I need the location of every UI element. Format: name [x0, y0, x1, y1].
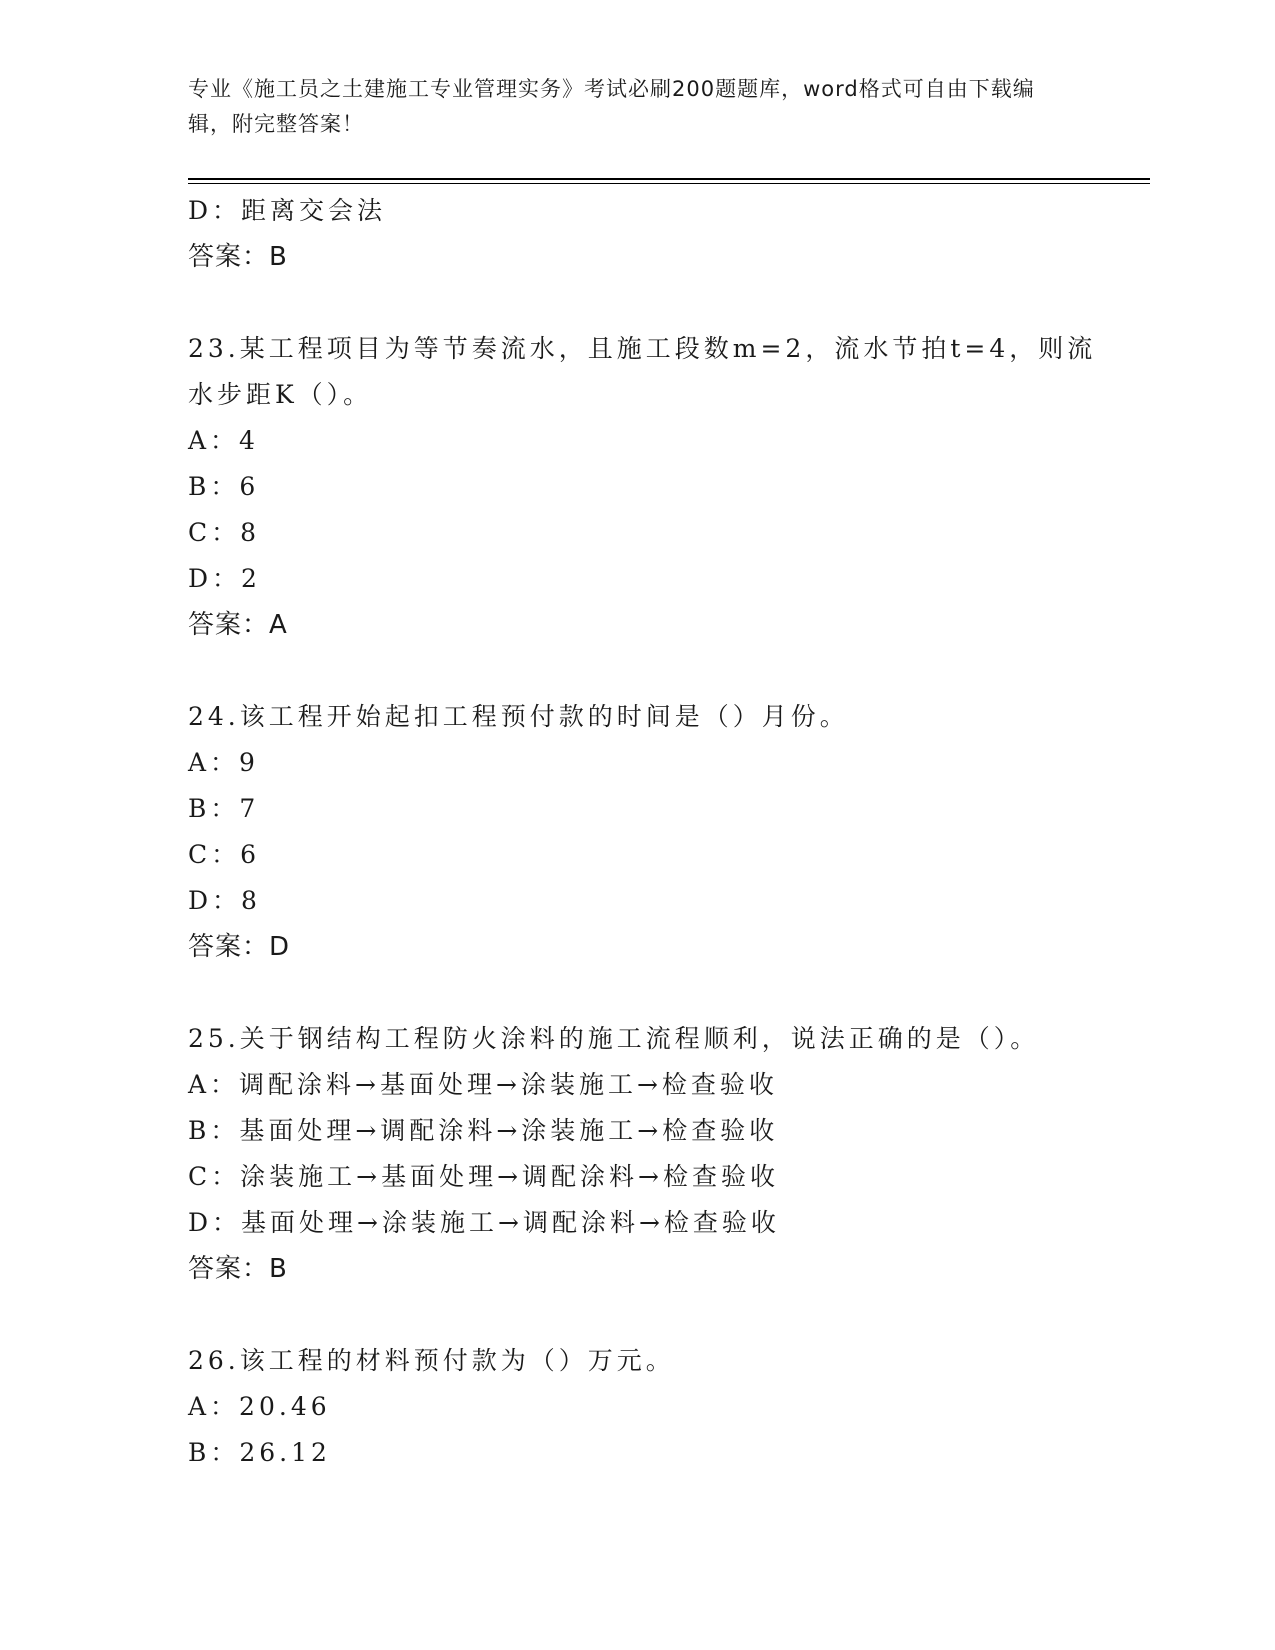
- q26-option-b: B：26.12: [188, 1438, 331, 1467]
- q23-answer: 答案：A: [188, 610, 288, 640]
- q23-option-b: B：6: [188, 472, 260, 501]
- q26-option-a: A：20.46: [188, 1392, 331, 1421]
- page-header: [188, 72, 1068, 142]
- q23-stem-line-1: 23.某工程项目为等节奏流水，且施工段数m=2，流水节拍t=4，则流: [188, 334, 1097, 363]
- q23-stem-line-2: 水步距K（）。: [188, 380, 373, 409]
- q23-option-a: A：4: [188, 426, 259, 455]
- q25-stem: 25.关于钢结构工程防火涂料的施工流程顺利，说法正确的是（）。: [188, 1024, 1040, 1053]
- q25-option-b: B：基面处理→调配涂料→涂装施工→检查验收: [188, 1116, 779, 1145]
- q23-option-c: C：8: [188, 518, 261, 547]
- q26-stem: 26.该工程的材料预付款为（）万元。: [188, 1346, 675, 1375]
- spacer: [188, 1292, 1088, 1338]
- q24-answer: 答案：D: [188, 932, 291, 962]
- question-list: [188, 188, 1097, 1476]
- q22-answer: 答案：B: [188, 242, 288, 272]
- q24-stem: 24.该工程开始起扣工程预付款的时间是（）月份。: [188, 702, 849, 731]
- q25-option-c: C：涂装施工→基面处理→调配涂料→检查验收: [188, 1162, 779, 1191]
- q25-answer: 答案：B: [188, 1254, 288, 1284]
- header-rule-thin: [188, 183, 1150, 184]
- header-rule-thick: [188, 178, 1150, 180]
- q24-option-a: A：9: [188, 748, 259, 777]
- q24-option-d: D：8: [188, 886, 261, 915]
- q25-option-d: D：基面处理→涂装施工→调配涂料→检查验收: [188, 1208, 780, 1237]
- q22-option-d: D：距离交会法: [188, 196, 387, 225]
- q24-option-b: B：7: [188, 794, 260, 823]
- spacer: [188, 970, 1088, 1016]
- q23-option-d: D：2: [188, 564, 261, 593]
- header-text: 专业《施工员之土建施工专业管理实务》考试必刷200题题库，word格式可自由下载编辑，附完整答案！: [188, 77, 1035, 136]
- q24-option-c: C：6: [188, 840, 261, 869]
- spacer: [188, 648, 1088, 694]
- spacer: [188, 280, 1088, 326]
- q25-option-a: A：调配涂料→基面处理→涂装施工→检查验收: [188, 1070, 778, 1099]
